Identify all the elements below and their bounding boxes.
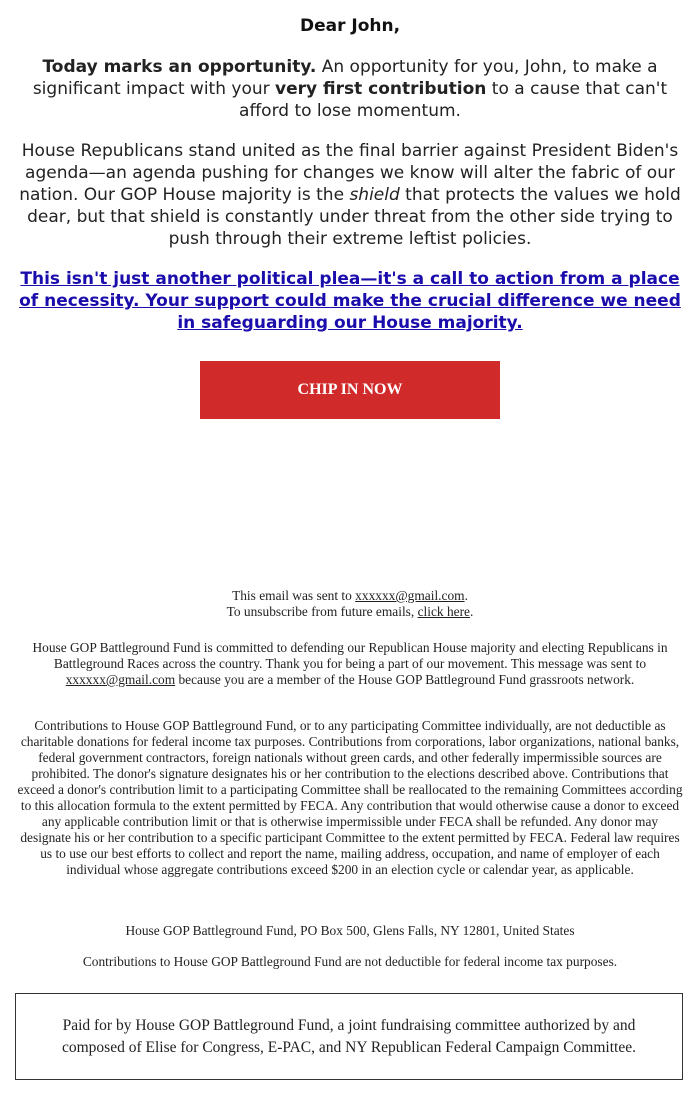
disclaimer-paragraph: Contributions to House GOP Battleground Fund, or to any participating Committee individually, are not deductible as charitable donations for federal income tax purposes. Contributions from corporations, labor organizations, national banks, federal government contractors, foreign nationals without green cards, and other federally impermissible sources are prohibited. The donor's signature designates his or her contribution to the elections described above. Contributions that exceed a donor's contribution limit to a participating Committee shall be reallocated to the remaining Committees according to this allocation formula to the extent permitted by FECA. Any contribution that would otherwise cause a donor to exceed any applicable contribution limit or that is otherwise impermissible under FECA shall be refunded. Any donor may designate his or her contribution to a specific participant Committee to the extent permitted by FECA. Federal law requires us to use our best efforts to collect and report the name, mailing address, occupation, and name of employer of each individual whose aggregate contributions exceed $200 in an election cycle or calendar year, as applicable.	[17, 718, 683, 877]
intro-bold-lead: Today marks an opportunity.	[42, 57, 317, 77]
unsubscribe-line	[16, 604, 684, 620]
paid-for-text: Paid for by House GOP Battleground Fund, a joint fundraising committee authorized by and composed of Elise for Congress, E-PAC, and NY Republican Federal Campaign Committee.	[62, 1016, 636, 1056]
intro-text-a: An opportunity for you, John, to make a significant impact with your	[32, 57, 658, 99]
mission-text-a: House GOP Battleground Fund is committed to defending our Republican House majority and electing Republicans in Battleground Races across the country. Thank you for being a part of our movement. This message was sent to	[32, 640, 668, 671]
intro-bold-mid: very first contribution	[275, 79, 487, 99]
sent-to-prefix: This email was sent to	[232, 588, 356, 603]
intro-text-b: to a cause that can't afford to lose momentum.	[239, 79, 668, 121]
chip-in-button[interactable]: CHIP IN NOW	[200, 361, 500, 419]
mission-text-b: because you are a member of the House GOP Battleground Fund grassroots network.	[175, 672, 635, 687]
body-paragraph	[12, 140, 688, 250]
body-text-b: that protects the values we hold dear, but that shield is constantly under threat from the other side trying to push through their extreme leftist policies.	[27, 185, 681, 249]
callout-link[interactable]: This isn't just another political plea—it's a call to action from a place of necessity. Your support could make the crucial difference we need in safeguarding our House majority.	[19, 269, 681, 333]
greeting: Dear John,	[299, 16, 401, 36]
callout-paragraph	[12, 268, 688, 334]
sent-to-suffix: .	[464, 588, 468, 603]
unsub-suffix: .	[470, 604, 474, 619]
tax-note: Contributions to House GOP Battleground Fund are not deductible for federal income tax purposes.	[82, 954, 618, 969]
unsubscribe-link[interactable]: click here	[417, 604, 470, 619]
mission-email-link[interactable]: xxxxxx@gmail.com	[65, 672, 176, 687]
sent-to-email-link[interactable]: xxxxxx@gmail.com	[355, 588, 465, 603]
sent-to-block	[16, 588, 684, 620]
mission-paragraph	[16, 640, 684, 688]
sent-to-line	[16, 588, 684, 604]
body-italic-shield: shield	[349, 185, 400, 205]
intro-paragraph	[12, 56, 688, 122]
paid-for-box	[15, 993, 683, 1080]
unsub-prefix: To unsubscribe from future emails,	[226, 604, 418, 619]
body-text-a: House Republicans stand united as the final barrier against President Biden's agenda—an agenda pushing for changes we know will alter the fabric of our nation. Our GOP House majority is the	[19, 141, 679, 205]
mailing-address: House GOP Battleground Fund, PO Box 500, Glens Falls, NY 12801, United States	[125, 923, 575, 938]
